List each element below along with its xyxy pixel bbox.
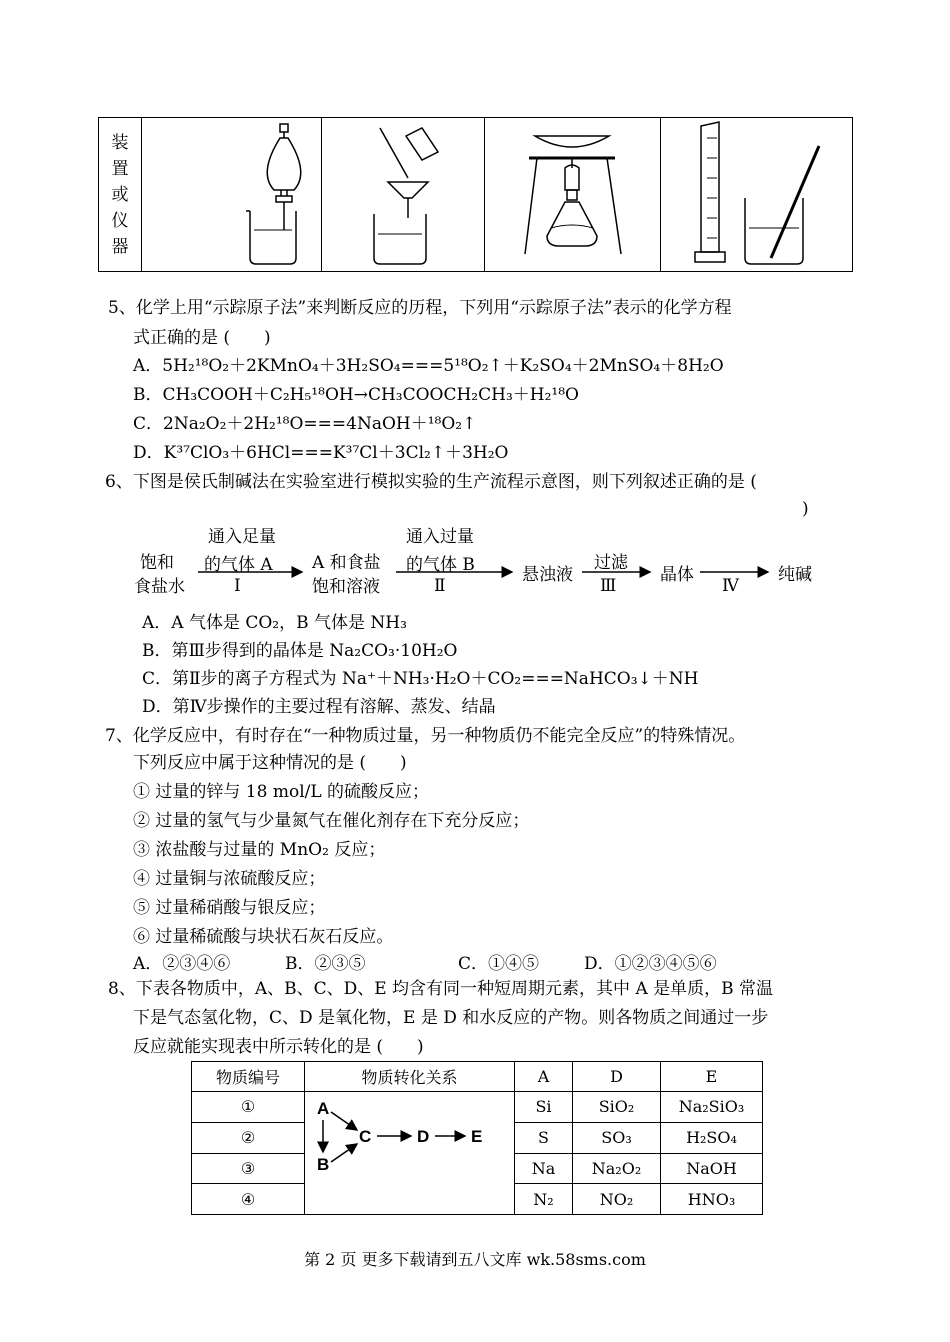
q7-item-1: ① 过量的锌与 18 mol/L 的硫酸反应； [133,782,430,802]
q8-stem-line2: 下是气态氢化物，C、D 是氧化物，E 是 D 和水反应的产物。则各物质之间通过一步 [133,1008,769,1028]
flow-arrow3-bottom: Ⅲ [600,576,617,596]
q7-item-5: ⑤ 过量稀硝酸与银反应； [133,898,326,918]
table-header: A [515,1062,573,1092]
node-e: E [471,1127,483,1146]
flow-arrow2-bottom: Ⅱ [434,576,446,596]
transformation-diagram [305,1092,514,1210]
flow-arrow2-top2: 的气体 B [406,555,475,575]
page-footer: 第 2 页 更多下载请到五八文库 wk.58sms.com [304,1250,646,1269]
q6-option-c: C．第Ⅱ步的离子方程式为 Na⁺＋NH₃·H₂O＋CO₂===NaHCO₃↓＋NH [142,669,699,689]
q7-item-3: ③ 浓盐酸与过量的 MnO₂ 反应； [133,840,386,860]
node-c: C [359,1127,372,1146]
table-cell: ④ [192,1184,305,1215]
q7-item-4: ④ 过量铜与浓硫酸反应； [133,869,326,889]
flow-end: 纯碱 [778,565,812,585]
flow-start-line2: 食盐水 [134,577,185,597]
table-cell: SiO₂ [573,1092,661,1123]
table-header: D [573,1062,661,1092]
table-cell: S [515,1122,573,1153]
filtration-apparatus [322,118,485,272]
q5-option-c: C．2Na₂O₂＋2H₂¹⁸O===4NaOH＋¹⁸O₂↑ [133,414,477,434]
q5-option-b: B．CH₃COOH＋C₂H₅¹⁸OH→CH₃COOCH₂CH₃＋H₂¹⁸O [133,385,579,405]
q6-option-d: D．第Ⅳ步操作的主要过程有溶解、蒸发、结晶 [142,697,496,717]
table-cell: Na₂O₂ [573,1153,661,1184]
table-cell: Na₂SiO₃ [661,1092,763,1123]
q5-option-d: D．K³⁷ClO₃＋6HCl===K³⁷Cl＋3Cl₂↑＋3H₂O [133,443,509,463]
q8-stem-line3: 反应就能实现表中所示转化的是 ( ) [133,1037,424,1057]
flow-mid2: 悬浊液 [522,565,573,585]
table-header: E [661,1062,763,1092]
q7-item-6: ⑥ 过量稀硫酸与块状石灰石反应。 [133,927,394,947]
q8-stem-line1: 8、下表各物质中，A、B、C、D、E 均含有同一种短周期元素，其中 A 是单质，B 常温 [108,979,774,999]
q6-option-a: A．A 气体是 CO₂，B 气体是 NH₃ [142,613,407,633]
separatory-funnel-apparatus [142,118,322,272]
table-cell: N₂ [515,1184,573,1215]
q5-stem-line1: 5、化学上用“示踪原子法”来判断反应的历程，下列用“示踪原子法”表示的化学方程 [108,298,732,318]
flow-arrow1-top1: 通入足量 [208,527,276,547]
table-cell: Si [515,1092,573,1123]
flow-arrow3-top: 过滤 [594,553,628,573]
flow-mid3: 晶体 [660,565,694,585]
apparatus-table [98,117,853,272]
q7-stem-line2: 下列反应中属于这种情况的是 ( ) [133,753,407,773]
q6-stem-line1: 6、下图是侯氏制碱法在实验室进行模拟实验的生产流程示意图，则下列叙述正确的是 ( [105,472,757,492]
table-cell: SO₃ [573,1122,661,1153]
flow-arrow1-bottom: Ⅰ [234,576,241,596]
q7-stem-line1: 7、化学反应中，有时存在“一种物质过量，另一种物质仍不能完全反应”的特殊情况。 [105,726,746,746]
flow-mid1-line1: A 和食盐 [312,553,381,573]
table-cell: ③ [192,1153,305,1184]
flow-start-line1: 饱和 [140,553,174,573]
flow-mid1-line2: 饱和溶液 [312,577,380,597]
q8-substance-table [191,1061,763,1215]
hou-process-flow-diagram [130,520,830,600]
flow-arrow2-top1: 通入过量 [406,527,474,547]
table-cell: H₂SO₄ [661,1122,763,1153]
table-cell: NaOH [661,1153,763,1184]
graduated-cylinder-apparatus [661,118,853,272]
table-cell: NO₂ [573,1184,661,1215]
flow-arrow4-bottom: Ⅳ [722,576,739,596]
table-header: 物质转化关系 [305,1062,515,1092]
table-header: 物质编号 [192,1062,305,1092]
apparatus-label: 装 置 或 仪 器 [99,118,142,272]
evaporation-apparatus [485,118,661,272]
q7-option-b: B．②③⑤ [285,954,366,974]
q7-option-c: C．①④⑤ [458,954,540,974]
node-b: B [317,1155,330,1174]
node-a: A [317,1099,330,1118]
q5-stem-line2: 式正确的是 ( ) [133,328,271,348]
q7-option-d: D．①②③④⑤⑥ [584,954,717,974]
node-d: D [417,1127,430,1146]
q6-option-b: B．第Ⅲ步得到的晶体是 Na₂CO₃·10H₂O [142,641,458,661]
flow-arrow1-top2: 的气体 A [204,555,273,575]
table-cell: HNO₃ [661,1184,763,1215]
q7-item-2: ② 过量的氢气与少量氮气在催化剂存在下充分反应； [133,811,530,831]
q5-option-a: A．5H₂¹⁸O₂＋2KMnO₄＋3H₂SO₄===5¹⁸O₂↑＋K₂SO₄＋2MnSO₄＋8H₂O [133,356,724,376]
table-cell: Na [515,1153,573,1184]
table-cell: ① [192,1092,305,1123]
flow-arrows [130,520,830,600]
q7-option-a: A．②③④⑥ [133,954,231,974]
table-cell: ② [192,1122,305,1153]
transformation-diagram-cell [305,1092,515,1215]
q6-stem-line2: ) [802,499,809,519]
